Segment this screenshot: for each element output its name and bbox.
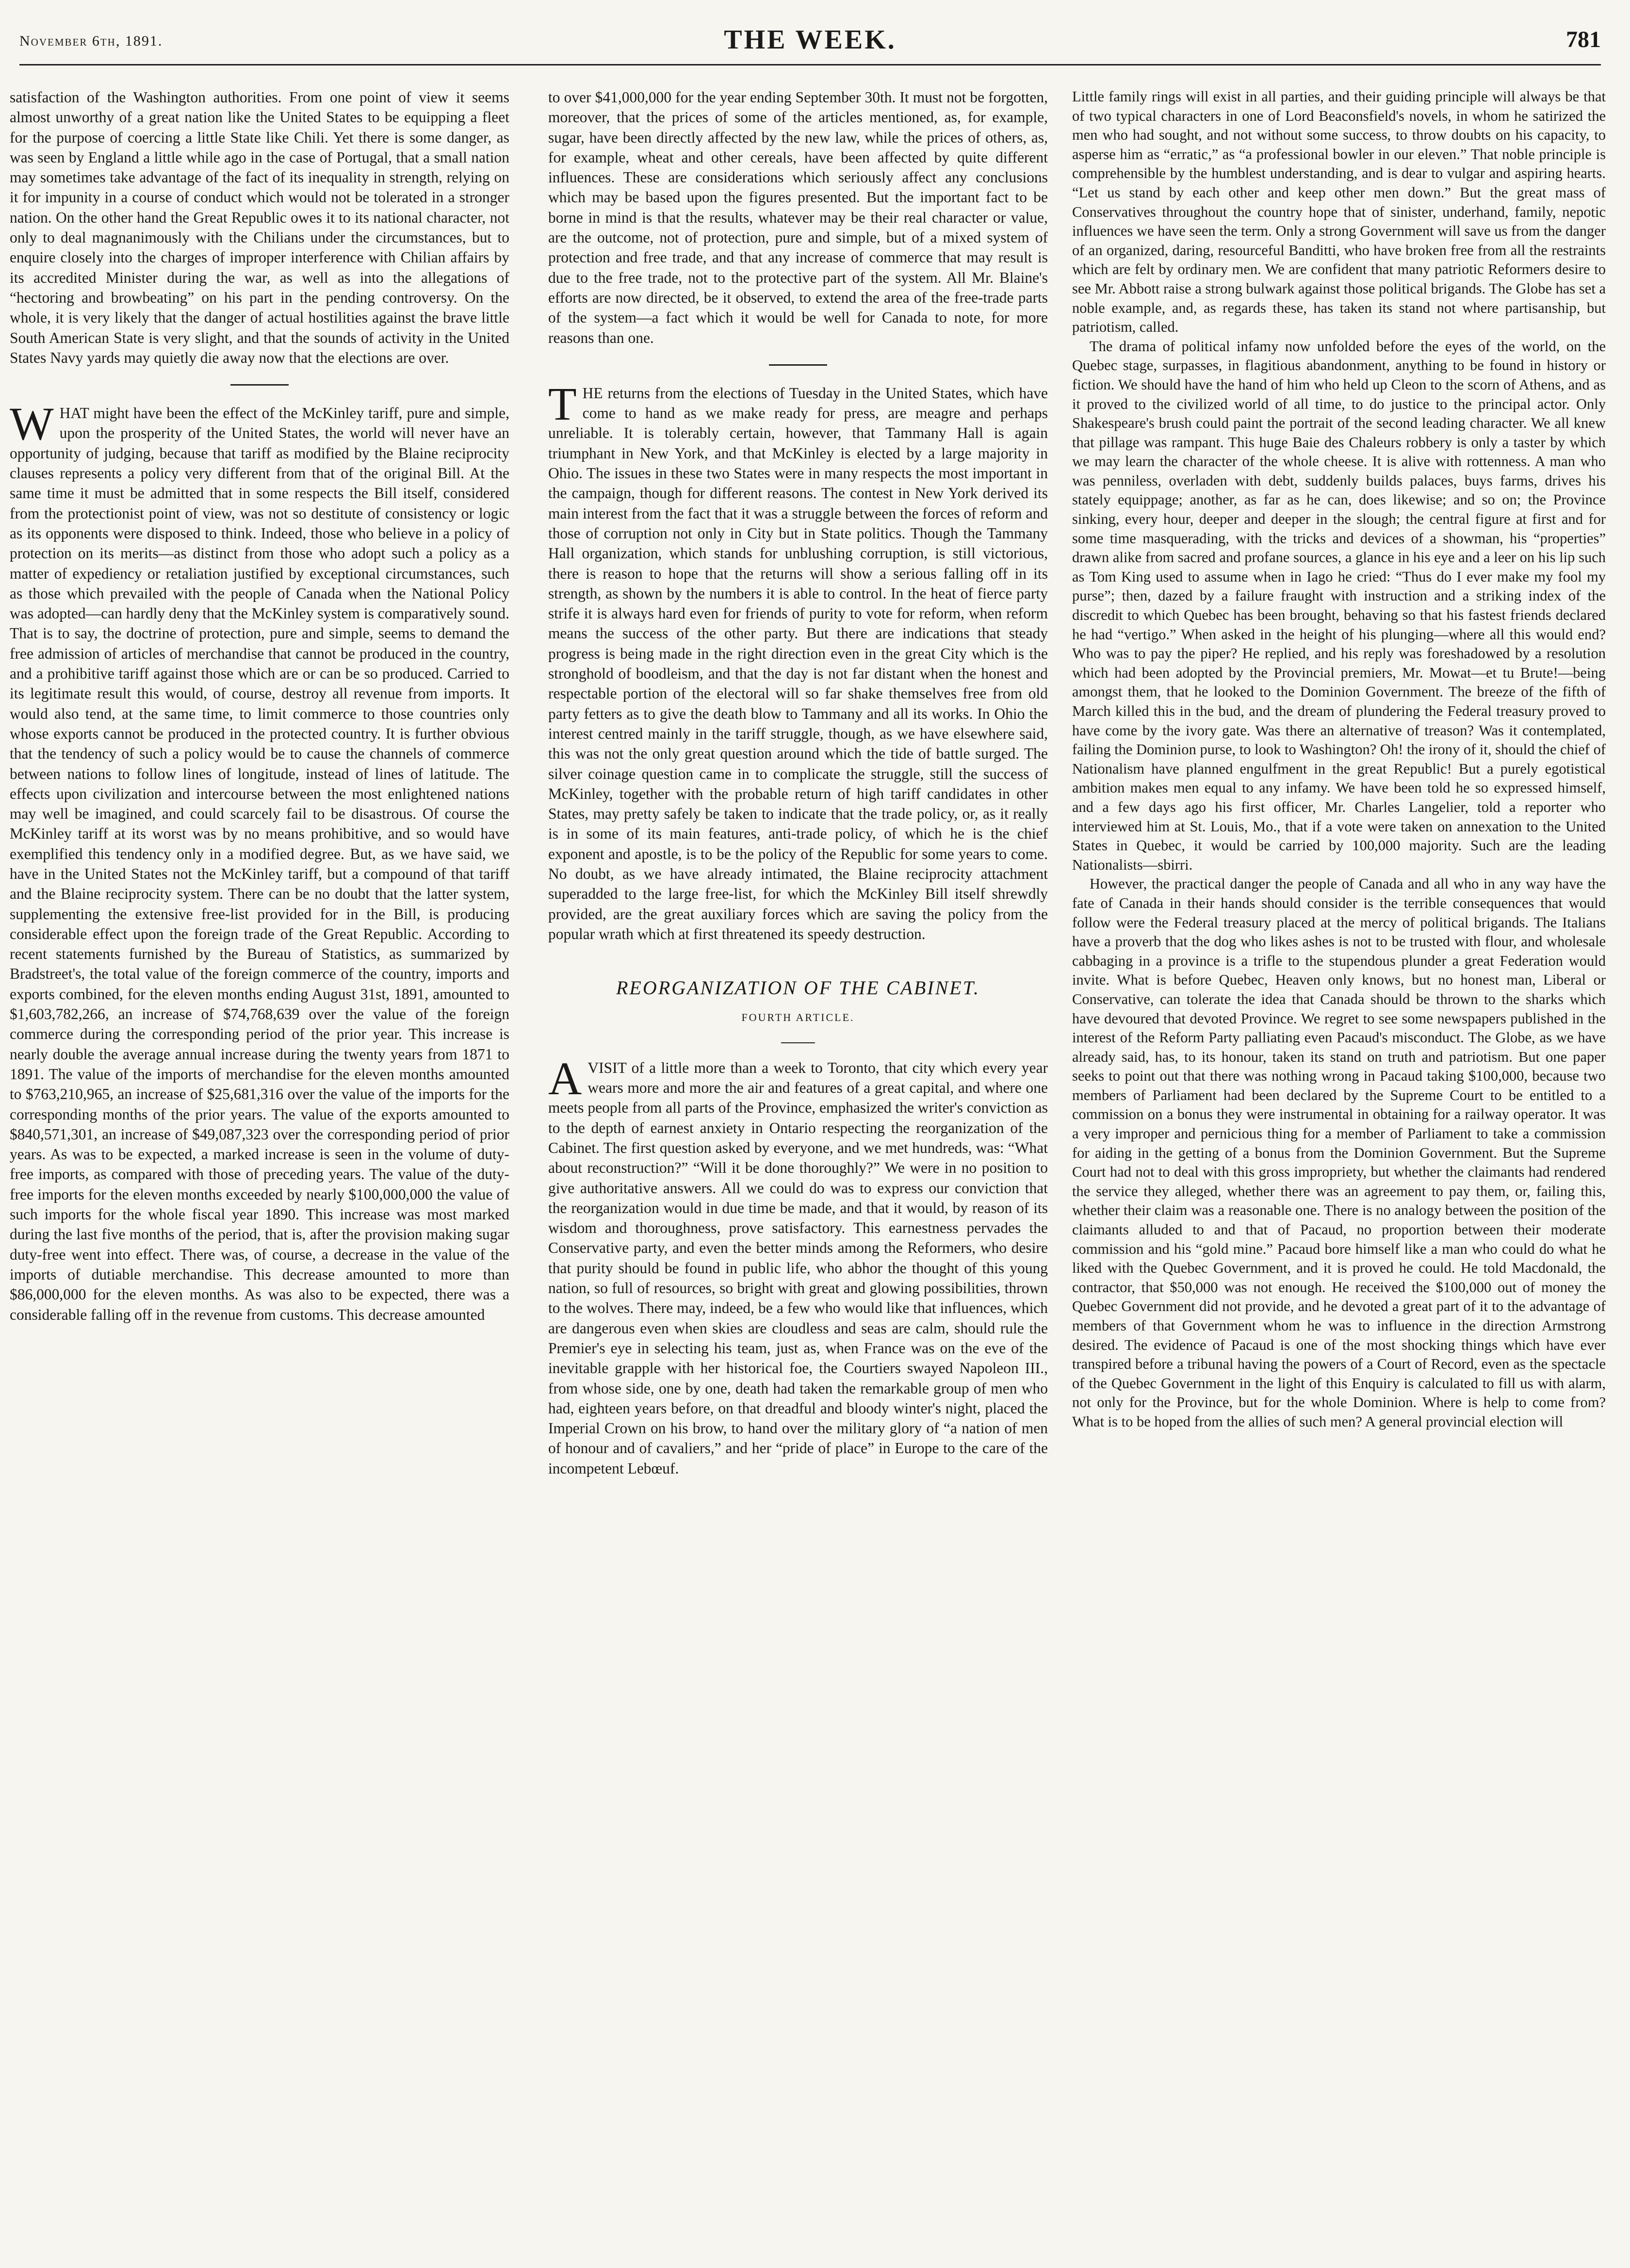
paragraph-chili: satisfaction of the Washington authorities. From one point of view it seems almost unworthy of a great nation like the United States to be equipping a fleet for the purpose of coercing a little State like Chili. Yet there is some danger, as was seen by England a little while ago in the case of Portugal, that a small nation may sometimes take advantage of the fact of its inequality in strength, relying on it for impunity in a course of conduct which would not be tolerated in a stronger nation. On the other hand the Great Republic owes it to its national character, not only to deal magnanimously with the Chilians under the circumstances, but to enquire closely into the charges of improper interference with Chilian affairs by its accredited Minister during the war, as well as into the allegations of “hectoring and browbeating” on his part in the pending controversy. On the whole, it is very likely that the danger of actual hostilities against the brave little South American State is very slight, and that the sounds of activity in the United States Navy yards may quietly die away now that the elections are over.: [10, 89, 509, 366]
column-1: [10, 87, 509, 1325]
paragraph-toronto-visit: [548, 1052, 1048, 1478]
masthead-title: THE WEEK.: [724, 25, 896, 55]
paragraph-text: VISIT of a little more than a week to Toronto, that city which every year wears more and more the air and features of a great capital, and where one meets people from all parts of the Province, emphasized the writer's conviction as to the depth of earnest anxiety in Ontario respecting the reorganization of the Cabinet. The first question asked by everyone, and we met hundreds, was: “What about reconstruction?” “Will it be done thoroughly?” We were in no position to give authoritative answers. All we could do was to express our conviction that the reorganization would in due time be made, and that it would, by reason of its wisdom and thoroughness, prove satisfactory. This earnestness pervades the Conservative party, and even the better minds among the Reformers, who desire that purity should be found in public life, who abhor the thought of this young nation, so full of resources, so bright with great and glowing possibilities, thrown to the wolves. There may, indeed, be a few who would like that influences, which are dangerous even when skies are cloudless and seas are calm, should rule the Premier's eye in selecting his team, just as, when France was on the eve of the inevitable grapple with her historical foe, the Courtiers swayed Napoleon III., from whose side, one by one, death had taken the remarkable group of men who had, eighteen years before, on that dreadful and bloody winter's night, placed the Imperial Crown on his brow, to hand over the military glory of “a nation of men of honour and of cavaliers,” and her “pride of place” in Europe to the care of the incompetent Lebœuf.: [548, 1059, 1048, 1477]
paragraph-elections: [548, 377, 1048, 944]
drop-cap: A: [548, 1052, 582, 1104]
column-2: [548, 87, 1048, 1478]
paragraph-mckinley-tariff: [10, 398, 509, 1325]
paragraph-quebec-drama: The drama of political infamy now unfolded before the eyes of the world, on the Quebec stage, surpasses, in flagitious abandonment, anything to be found in history or fiction. We should have the hand of him who held up Cleon to the scorn of Athens, and as it proved to the civilized world of all time, to do justice to the principal actor. Only Shakespeare's brush could paint the portrait of the second leading character. We all knew that pillage was rampant. This huge Baie des Chaleurs robbery is only a taster by which we may learn the character of the whole cheese. It is alive with rottenness. A man who was penniless, overladen with debt, suddenly builds palaces, buys farms, drives his stately equippage; another, as far as he can, does likewise; and so on; the Province sinking, every hour, deeper and deeper in the slough; the central figure at first and for some time masquerading, with the tricks and devices of a showman, his “properties” drawn alike from sacred and profane sources, a glance in his eye and a leer on his lip such as Tom King used to assume when in Iago he cried: “Thus do I ever make my fool my purse”; then, dazed by a failure fraught with instruction and a striking index of the discredit to which Quebec has been brought, behaving so that his fastest friends declared he had “vertigo.” When asked in the height of his plunging—where all this would end? Who was to pay the piper? He replied, and his reply was foreshadowed by a resolution which had been adopted by the Provincial premiers, Mr. Mowat—et tu Brute!—being amongst them, that he looked to the Dominion Government. The breeze of the fifth of March killed this in the bud, and the dream of plundering the Federal treasury proved to have come by the ivory gate. Was there an alternative of treason? Was it contemplated, failing the Dominion purse, to look to Washington? Oh! the irony of it, should the chief of Nationalism have planned engulfment in the great Republic! But a purely egotistical ambition makes men equal to any infamy. We have been told he so expressed himself, and a few days ago his first officer, Mr. Charles Langelier, told a reporter who interviewed him at St. Louis, Mo., that if a vote were taken on annexation to the United States in Quebec, it would be carried by 100,000 majority. Such are the leading Nationalists—sbirri.: [1072, 338, 1606, 873]
column-3: [1072, 87, 1606, 1432]
article-subtitle: FOURTH ARTICLE.: [741, 1011, 855, 1024]
article-title: REORGANIZATION OF THE CABINET.: [616, 977, 980, 999]
page-header: [19, 19, 1601, 63]
paragraph-text: HAT might have been the effect of the McKinley tariff, pure and simple, upon the prosperity of the United States, the world will never have an opportunity of judging, because that tariff as modified by the Blaine reciprocity clauses represents a policy very different from that of the original Bill. At the same time it must be admitted that in some respects the Bill itself, considered from the protectionist point of view, was not so destitute of consistency or logic as its opponents were disposed to think. Indeed, those who believe in a policy of protection on its merits—as distinct from those who adopt such a policy as a matter of expediency or retaliation justified by exceptional circumstances, such as those which prevailed with the people of Canada when the National Policy was adopted—can hardly deny that the McKinley system is comparatively sound. That is to say, the doctrine of protection, pure and simple, seems to demand the free admission of articles of merchandise that cannot be produced in the country, and a prohibitive tariff against those which are or can be so produced. Carried to its legitimate result this would, of course, destroy all revenue from imports. It would also tend, at the same time, to limit commerce to those countries only whose exports cannot be produced in the protected country. It is further obvious that the tendency of such a policy would be to cause the channels of commerce between nations to follow lines of longitude, instead of lines of latitude. The effects upon civilization and intercourse between the most enlightened nations may well be imagined, and could scarcely fail to be disastrous. Of course the McKinley tariff at its worst was by no means prohibitive, and so would have exemplified this tendency only in a modified degree. But, as we have said, we have in the United States not the McKinley tariff, but a compound of that tariff and the Blaine reciprocity system. There can be no doubt that the latter system, supplementing the extensive free-list provided for in the Bill, is producing considerable effect upon the foreign trade of the Great Republic. According to recent statements furnished by the Bureau of Statistics, as summarized by Bradstreet's, the total value of the foreign commerce of the country, imports and exports combined, for the eleven months ending August 31st, 1891, amounted to $1,603,782,266, an increase of $74,768,639 over the value of the foreign commerce during the corresponding period of the prior year. This increase is nearly double the average annual increase during the twenty years from 1871 to 1891. The value of the imports of merchandise for the eleven months amounted to $763,210,965, an increase of $25,681,316 over the value of the imports for the corresponding months of the prior years. The value of the exports amounted to $840,571,301, an increase of $49,087,323 over the corresponding period of prior years. As was to be expected, a marked increase is seen in the volume of duty-free imports, as compared with those of preceding years. The value of the duty-free imports for the eleven months exceeded by nearly $100,000,000 the value of such imports for the whole fiscal year 1890. This increase was most marked during the last five months of the period, that is, after the provision making sugar duty-free went into effect. There was, of course, a decrease in the value of the imports of dutiable merchandise. This decrease amounted to more than $86,000,000 for the eleven months. As was also to be expected, there was a considerable falling off in the revenue from customs. This decrease amounted: [10, 405, 509, 1323]
paragraph-commerce: to over $41,000,000 for the year ending September 30th. It must not be forgotten, moreover, that the prices of some of the articles mentioned, as, for example, sugar, have been directly affected by the new law, while the prices of others, as, for example, wheat and other cereals, have been affected by quite different influences. These are considerations which seriously affect any conclusions which may be based upon the figures presented. But the important fact to be borne in mind is that the results, whatever may be their real character or value, are the outcome, not of protection, pure and simple, but of a mixed system of protection and free trade, and that any increase of commerce that may result is due to the free trade, not to the protective part of the system. All Mr. Blaine's efforts are now directed, be it observed, to extend the area of the free-trade parts of the system—a fact which it would be well for Canada to note, for more reasons than one.: [548, 89, 1048, 346]
paragraph-text: HE returns from the elections of Tuesday in the United States, which have come to hand as we make ready for press, are meagre and perhaps unreliable. It is tolerably certain, however, that Tammany Hall is again triumphant in New York, and that McKinley is elected by a large majority in Ohio. The issues in these two States were in many respects the most important in the campaign, though for different reasons. The contest in New York derived its main interest from the fact that it was a struggle between the forces of reform and those of corruption not only in City but in State politics. Though the Tammany Hall organization, which stands for unblushing corruption, is still victorious, there is reason to hope that the returns will show a serious falling off in its strength, as shown by the numbers it is able to control. In the heat of fierce party strife it is always hard even for friends of purity to vote for reform, when reform means the success of the other party. But there are indications that steady progress is being made in the right direction even in the great City which is the stronghold of boodleism, and that the day is not far distant when the honest and respectable portion of the electoral will so far shake themselves free from old party fetters as to give the death blow to Tammany and all its works. In Ohio the interest centred mainly in the tariff struggle, though, as we have elsewhere said, this was not the only great question around which the tide of battle surged. The silver coinage question came in to complicate the struggle, still the success of McKinley, together with the probable return of high tariff candidates in other States, may pretty safely be taken to indicate that the trade policy, or, as it really is in some of its main features, anti-trade policy, of which he is the chief exponent and apostle, is to be the policy of the Republic for some years to come. No doubt, as we have already intimated, the Blaine reciprocity attachment superadded to the large free-list, for which the McKinley Bill itself shrewdly provided, are the great auxiliary forces which are saving the policy from the popular wrath which at first threatened its speedy destruction.: [548, 384, 1048, 942]
subtitle-rule: [781, 1042, 815, 1043]
paragraph-practical-danger: However, the practical danger the people of Canada and all who in any way have the fate of Canada in their hands should consider is the terrible consequences that would follow were the Federal treasury placed at the mercy of political brigands. The Italians have a proverb that the dog who likes ashes is not to be trusted with flour, and wholesale cabbaging in a province is a trifle to the stupendous plunder a great Federation would invite. What is before Quebec, Heaven only knows, but no honest man, Liberal or Conservative, can tolerate the idea that Canada should be thrown to the sharks which have devoured that devoted Province. We regret to see some newspapers published in the interest of the Reform Party palliating even Pacaud's misconduct. The Globe, as we have already said, has, to its honour, taken its stand on truth and patriotism. But one paper seeks to point out that there was nothing wrong in Pacaud taking $100,000, because two members of Parliament had been declared by the Supreme Court to be entitled to a commission on a bonus they were instrumental in obtaining for a railway operator. It was a very improper and pernicious thing for a member of Parliament to take a commission for aiding in the getting of a bonus from the Dominion Government. But the Supreme Court had not to deal with this gross impropriety, but whether the claimants had rendered the service they alleged, whether there was an agreement to pay them, or, failing this, whether their claim was a reasonable one. There is no analogy between the position of the claimants alluded to and that of Pacaud, no proportion between their moderate commission and his “gold mine.” Pacaud bore himself like a man who could do what he liked with the Quebec Government, and it is proved he could. He told Macdonald, the contractor, that $50,000 was not enough. He received the $100,000 out of money the Quebec Government did not provide, and he devoted a great part of it to the advantage of members of that Government whom he was to influence in the direction Armstrong desired. The evidence of Pacaud is one of the most shocking things which have ever transpired before a tribunal having the powers of a Court of Record, even as the spectacle of the Quebec Government in the light of this Enquiry is calculated to fill us with alarm, not only for the Province, but for the whole Dominion. Where is help to come from? What is to be hoped from the allies of such men? A general provincial election will: [1072, 875, 1606, 1430]
paragraph-family-rings: Little family rings will exist in all parties, and their guiding principle will always be that of two typical characters in one of Lord Beaconsfield's novels, in whom he satirized the men who had sought, and not without some success, to throw doubts on his capacity, to asperse him as “erratic,” as “a professional bowler in our eleven.” That noble principle is comprehensible by the humblest understanding, and is dear to vulgar and aspiring hearts. “Let us stand by each other and keep other men down.” But the great mass of Conservatives throughout the country hope that of sinister, underhand, family, nepotic influences we have seen the term. Only a strong Government will save us from the danger of an organized, daring, resourceful Banditti, who have broken free from all the restraints which are felt by ordinary men. We are confident that many patriotic Reformers desire to see Mr. Abbott raise a strong bulwark against those political brigands. The Globe has set a noble example, and, as regards these, has taken its stand not where partisanship, but patriotism, called.: [1072, 88, 1606, 336]
drop-cap: T: [548, 377, 577, 430]
issue-date: November 6th, 1891.: [19, 33, 163, 49]
page-number: 781: [1566, 27, 1601, 52]
drop-cap: W: [10, 398, 54, 450]
section-divider: [230, 384, 289, 386]
section-divider: [769, 364, 827, 366]
header-rule: [19, 64, 1601, 65]
